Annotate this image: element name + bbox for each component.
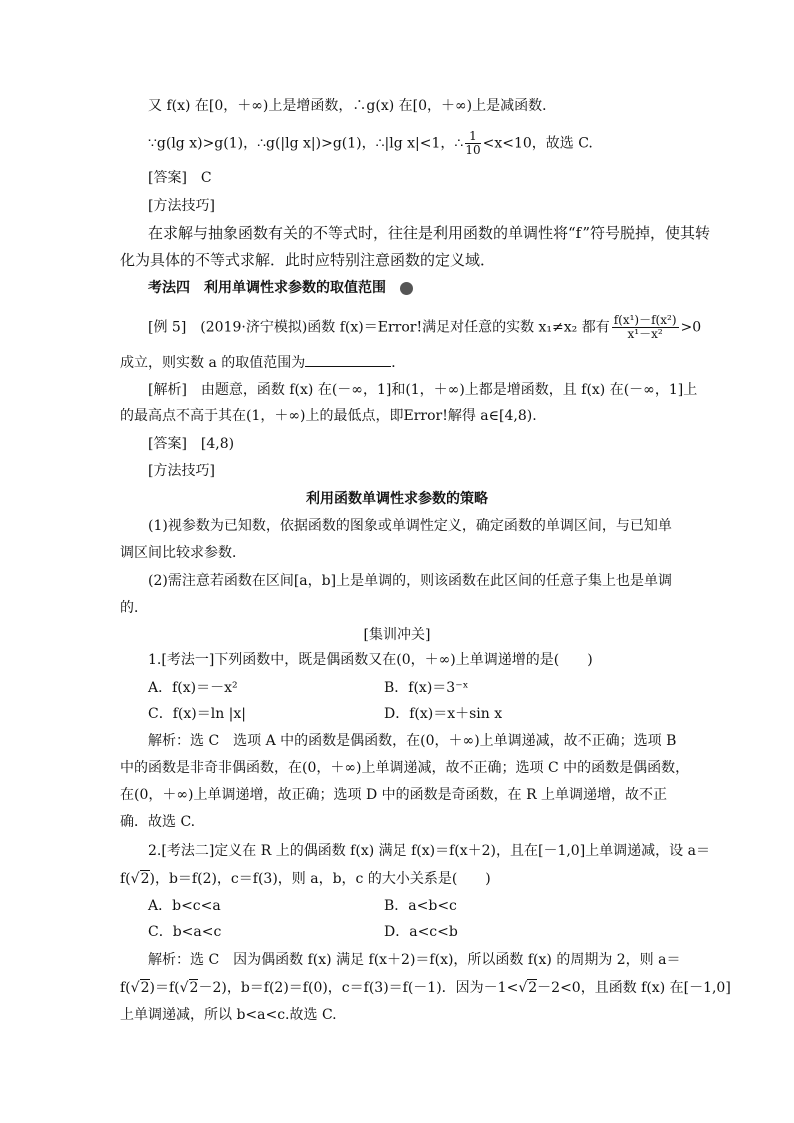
text-segment: f(: [120, 980, 131, 996]
answer-label: [答案] [4,8): [148, 436, 235, 452]
solution-text: [0, 978, 794, 998]
option-d: D．a<c<b: [384, 924, 458, 940]
strategy-title: 利用函数单调性求参数的策略: [306, 491, 488, 507]
sqrt-radicand: 2: [140, 871, 150, 887]
analysis-text: [解析] 由题意，函数 f(x) 在(－∞，1]和(1，＋∞)上都是增函数，且 f(x) 在(－∞，1]上: [148, 382, 698, 398]
text-segment: －2)，b＝f(2)＝f(0)，c＝f(3)＝f(－1)．因为－1<: [198, 980, 519, 996]
text-segment: ．: [391, 355, 406, 371]
sqrt-sign: √: [130, 980, 140, 996]
text-line: 又 f(x) 在[0，＋∞)上是增函数，∴g(x) 在[0，＋∞)上是减函数．: [148, 98, 557, 114]
method-text: 在求解与抽象函数有关的不等式时，往往是利用函数的单调性将“f”符号脱掉，使其转: [148, 224, 710, 242]
solution-text: 解析：选 C 选项 A 中的函数是偶函数，在(0，＋∞)上单调递减，故不正确；选项 B: [148, 733, 677, 749]
option-b: B．f(x)＝3⁻ˣ: [384, 680, 469, 696]
fraction-denominator: 10: [465, 143, 481, 157]
text-segment: )，b＝f(2)，c＝f(3)，则 a，b，c 的大小关系是( ): [149, 871, 491, 887]
option-b: B．a<b<c: [384, 898, 457, 914]
answer-label: [答案] C: [148, 170, 212, 186]
sqrt-radicand: 2: [189, 980, 199, 996]
sqrt-sign: √: [130, 871, 140, 887]
example-line: [0, 352, 794, 373]
solution-text: 上单调递减，所以 b<a<c.故选 C.: [120, 1007, 337, 1023]
text-segment: 成立，则实数 a 的取值范围为: [120, 355, 306, 371]
strategy-text: (2)需注意若函数在区间[a，b]上是单调的，则该函数在此区间的任意子集上也是单调: [148, 573, 673, 589]
sqrt-radicand: 2: [140, 980, 150, 996]
fraction-numerator: 1: [465, 130, 480, 144]
drill-title: [集训冲关]: [363, 627, 431, 643]
option-c: C．f(x)＝ln |x|: [148, 706, 246, 722]
question-stem: [0, 869, 794, 889]
solution-text: 确．故选 C.: [120, 814, 196, 830]
fraction: [612, 314, 679, 341]
method-title: [方法技巧]: [148, 463, 215, 479]
fraction-numerator: f(x¹)－f(x²): [613, 313, 677, 327]
option-c: C．b<a<c: [148, 924, 222, 940]
answer-blank: [305, 352, 391, 367]
sqrt-sign: √: [518, 980, 528, 996]
question-stem: 1.[考法一]下列函数中，既是偶函数又在(0，＋∞)上单调递增的是( ): [148, 652, 593, 668]
circle-icon: [400, 282, 413, 295]
solution-text: 中的函数是非奇非偶函数，在(0，＋∞)上单调递减，故不正确；选项 C 中的函数是偶函数，: [120, 760, 690, 776]
option-d: D．f(x)＝x＋sin x: [384, 706, 503, 722]
strategy-text: (1)视参数为已知数，依据函数的图象或单调性定义，确定函数的单调区间，与已知单: [148, 518, 672, 534]
fraction: [465, 130, 480, 157]
text-line: [0, 130, 794, 157]
method-text: 化为具体的不等式求解．此时应特别注意函数的定义域．: [120, 251, 496, 269]
sqrt-sign: √: [179, 980, 189, 996]
text-segment: )＝f(: [149, 980, 180, 996]
text-segment: >0: [680, 319, 702, 336]
text-segment: <x<10，故选 C.: [482, 135, 593, 152]
option-a: A．b<c<a: [148, 898, 221, 914]
analysis-text: 的最高点不高于其在(1，＋∞)上的最低点，即Error!解得 a∈[4,8).: [120, 408, 537, 424]
text-segment: ∵g(lg x)>g(1)，∴g(|lg x|)>g(1)，∴|lg x|<1，∴: [148, 135, 464, 152]
text-segment: [例 5] (2019·济宁模拟)函数 f(x)＝Error!满足对任意的实数 x₁≠x₂ 都有: [148, 319, 610, 336]
solution-text: 解析：选 C 因为偶函数 f(x) 满足 f(x＋2)＝f(x)，所以函数 f(x) 的周期为 2，则 a＝: [148, 952, 681, 968]
method-title: [方法技巧]: [148, 198, 215, 214]
strategy-text: 的．: [120, 600, 148, 616]
section-title-text: 考法四 利用单调性求参数的取值范围: [148, 280, 386, 296]
solution-text: 在(0，＋∞)上单调递增，故正确；选项 D 中的函数是奇函数，在 R 上单调递增，故不正: [120, 787, 668, 803]
text-segment: f(: [120, 871, 131, 887]
option-a: A．f(x)＝－x²: [148, 680, 238, 696]
example-line: [0, 314, 794, 341]
strategy-text: 调区间比较求参数．: [120, 545, 246, 561]
text-segment: －2<0，且函数 f(x) 在[－1,0]: [537, 980, 731, 996]
question-stem: 2.[考法二]定义在 R 上的偶函数 f(x) 满足 f(x)＝f(x＋2)，且在[－1,0]上单调递减，设 a＝: [148, 843, 710, 859]
section-title: [0, 278, 794, 298]
sqrt-radicand: 2: [528, 980, 538, 996]
fraction-denominator: x¹－x²: [627, 327, 663, 341]
